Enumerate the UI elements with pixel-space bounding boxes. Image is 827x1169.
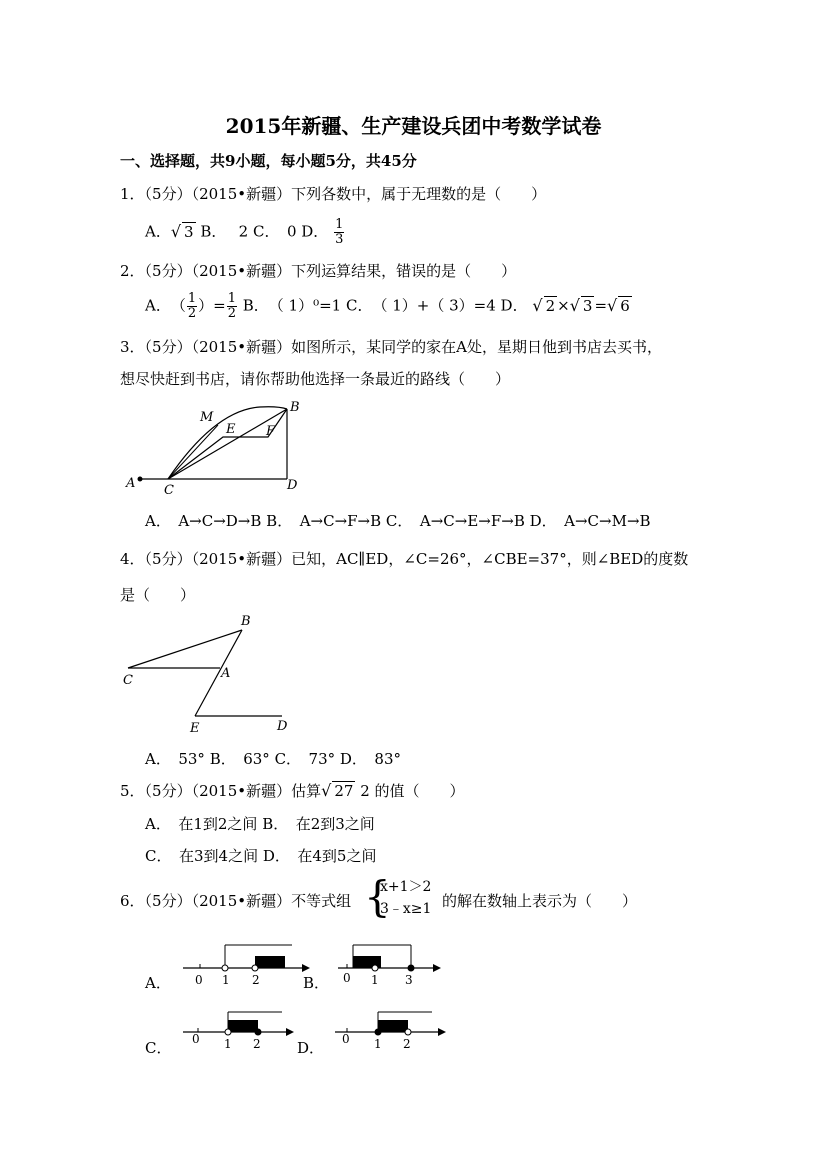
- q5-options-cd: C． 在3到4之间 D． 在4到5之间: [145, 847, 377, 865]
- q4-label-e: E: [190, 721, 200, 736]
- q2-a-result: $\frac{1}{2}$: [227, 291, 236, 321]
- q2-d-r3: 6: [620, 296, 630, 315]
- q2-d-times: ×: [557, 296, 570, 315]
- q4-label-a: A: [221, 666, 231, 681]
- q6-d-tick-2: 2: [403, 1037, 411, 1051]
- q2-b-c: B． （ 1）⁰=1 C． （ 1）+（ 3）=4 D．: [242, 296, 528, 315]
- page-title: 2015年新疆、生产建设兵团中考数学试卷: [225, 114, 602, 138]
- q2-a-label: A． （: [145, 296, 186, 315]
- q4-label-b: B: [241, 614, 251, 629]
- q5-options-ab: A． 在1到2之间 B． 在2到3之间: [145, 815, 375, 833]
- q6-option-a-label: A．: [145, 974, 171, 992]
- q6-a-tick-1: 1: [222, 973, 230, 987]
- q6-axis-d: [332, 1006, 452, 1056]
- q3-label-b: B: [290, 400, 300, 415]
- section-heading: 一、选择题，共9小题，每小题5分，共45分: [120, 152, 417, 170]
- q1-b-c-d: B． 2 C． 0 D．: [200, 222, 329, 241]
- q6-b-tick-1: 1: [371, 973, 379, 987]
- q1-a-radicand: 3: [184, 222, 194, 241]
- q2-a-mid: ）=: [198, 296, 226, 315]
- q6-b-tick-3: 3: [405, 973, 413, 987]
- q6-a-tick-2: 2: [252, 973, 260, 987]
- q6-axis-c: [180, 1006, 300, 1056]
- q3-label-e: E: [226, 422, 236, 437]
- q4-label-c: C: [123, 673, 133, 688]
- q1-a-label: A．: [145, 222, 171, 241]
- q2-d-r2: 3: [582, 296, 593, 315]
- q2-options: A． （ $\frac{1}{2}$ ）= $\frac{1}{2}$ B． （ 1）⁰=1 C． （ 1）+（ 3）=4 D． √ 2 ×√ 3 =√ 6: [145, 291, 630, 321]
- q3-label-d: D: [287, 478, 298, 493]
- q1-options: A．√ 3 B． 2 C． 0 D． $\frac{1}{3}$: [145, 217, 344, 247]
- q6-axis-a: [180, 940, 310, 990]
- q6-a-tick-0: 0: [195, 973, 203, 987]
- q6-option-c-label: C．: [145, 1039, 172, 1057]
- q3-stem-1: 3．（5分）（2015•新疆）如图所示，某同学的家在A处，星期日他到书店去买书，: [120, 338, 662, 356]
- q3-label-f: F: [266, 424, 276, 439]
- q5-radicand: 27: [334, 782, 354, 800]
- q5-stem-post: 2 的值（ ）: [355, 782, 465, 800]
- q6-option-b-label: B．: [303, 974, 330, 992]
- q2-a-frac: $\frac{1}{2}$: [187, 291, 197, 321]
- q5-stem: 5．（5分）（2015•新疆）估算√ 27 2 的值（ ）: [120, 781, 465, 800]
- q6-ineq-1: x+1＞2: [380, 879, 432, 895]
- q6-stem-pre: 6．（5分）（2015•新疆）不等式组: [120, 892, 352, 910]
- q3-label-c: C: [164, 483, 174, 498]
- q2-d-eq: =: [594, 296, 608, 315]
- q6-stem-post: 的解在数轴上表示为（ ）: [442, 892, 638, 910]
- q3-stem-2: 想尽快赶到书店，请你帮助他选择一条最近的路线（ ）: [120, 370, 511, 388]
- q3-label-m: M: [200, 410, 214, 425]
- q6-c-tick-1: 1: [224, 1037, 232, 1051]
- q6-brace: {: [364, 872, 391, 921]
- q4-label-d: D: [277, 719, 288, 734]
- q6-option-d-label: D．: [297, 1039, 325, 1057]
- q6-c-tick-0: 0: [192, 1032, 200, 1046]
- q4-figure: [120, 612, 300, 737]
- q3-label-a: A: [126, 476, 136, 491]
- q3-options: A． A→C→D→B B． A→C→F→B C． A→C→E→F→B D． A→C→M→B: [145, 512, 651, 530]
- q6-b-tick-0: 0: [343, 971, 351, 985]
- q6-ineq-2: 3﹣x≥1: [380, 901, 432, 917]
- q6-d-tick-1: 1: [374, 1037, 382, 1051]
- q2-stem: 2．（5分）（2015•新疆）下列运算结果，错误的是（ ）: [120, 262, 517, 280]
- q3-figure: [120, 395, 320, 500]
- q4-options: A． 53° B． 63° C． 73° D． 83°: [145, 750, 402, 768]
- q5-stem-pre: 5．（5分）（2015•新疆）估算: [120, 782, 322, 800]
- q4-stem-2: 是（ ）: [120, 586, 196, 604]
- q6-c-tick-2: 2: [253, 1037, 261, 1051]
- q2-d-r1: 2: [545, 296, 556, 315]
- q6-system: [380, 876, 431, 920]
- q6-axis-b: [335, 940, 445, 990]
- q1-d-fraction: $\frac{1}{3}$: [335, 217, 344, 247]
- q4-stem-1: 4．（5分）（2015•新疆）已知，AC∥ED，∠C=26°，∠CBE=37°，则∠BED的度数: [120, 550, 689, 568]
- q1-stem: 1．（5分）（2015•新疆）下列各数中，属于无理数的是（ ）: [120, 185, 547, 203]
- q6-d-tick-0: 0: [342, 1032, 350, 1046]
